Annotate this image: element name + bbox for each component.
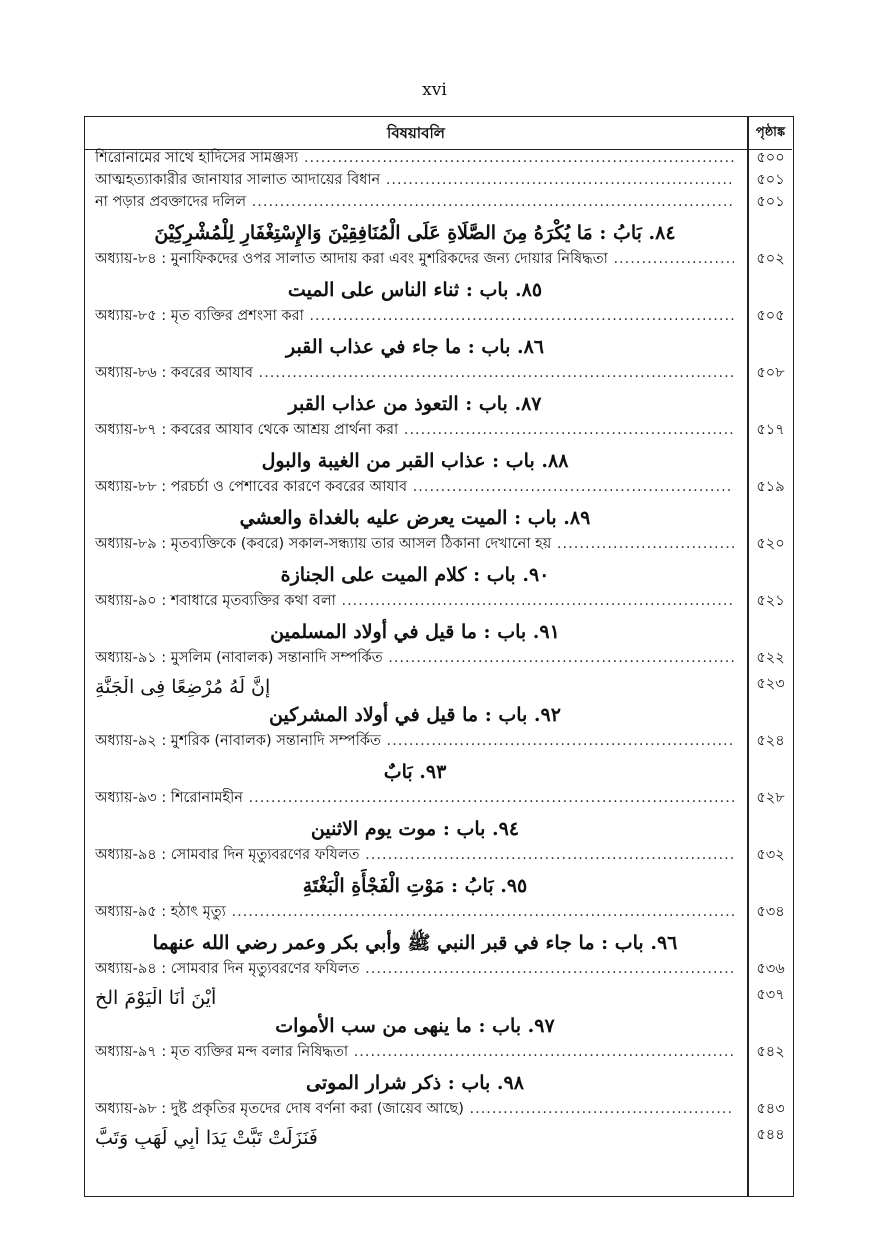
toc-entry-row xyxy=(85,790,792,812)
chapter-arabic-heading-row xyxy=(85,926,792,961)
entry-page-number: ৫২৮ xyxy=(756,790,785,806)
toc-entry-row xyxy=(85,593,792,615)
entry-title: অধ্যায়-৮৫ : মৃত ব্যক্তির প্রশংসা করা ..... xyxy=(95,305,734,329)
chapter-arabic-heading: ٩٤. باب : موت يوم الاثنين xyxy=(310,818,520,840)
chapter-arabic-heading-row xyxy=(85,444,792,479)
toc-entry-row xyxy=(85,308,792,330)
chapter-arabic-heading-row xyxy=(85,615,792,650)
chapter-arabic-heading-row xyxy=(85,755,792,790)
entry-page-number: ৫৪৪ xyxy=(756,1127,785,1143)
entry-title: অধ্যায়-৯৪ : সোমবার দিন মৃত্যুবরণের ফযিলত ..... xyxy=(95,844,734,868)
chapter-arabic-heading-row xyxy=(85,330,792,365)
chapter-arabic-heading: ٩٣. بَابٌ xyxy=(383,761,447,783)
chapter-arabic-heading-row xyxy=(85,698,792,733)
toc-entry-row xyxy=(85,650,792,672)
toc-entry-row xyxy=(85,1101,792,1123)
entry-page-number: ৫২০ xyxy=(756,536,785,552)
arabic-entry-row xyxy=(85,672,792,698)
chapter-arabic-heading-row xyxy=(85,1066,792,1101)
entry-title: অধ্যায়-৮৪ : মুনাফিকদের ওপর সালাত আদায় করা এবং মুশরিকদের জন্য দোয়ার নিষিদ্ধতা ..... xyxy=(95,248,734,272)
entry-title: অধ্যায়-৯৪ : সোমবার দিন মৃত্যুবরণের ফযিলত ..... xyxy=(95,958,734,982)
arabic-entry-row xyxy=(85,1123,792,1149)
entry-title: অধ্যায়-৯৮ : দুষ্ট প্রকৃতির মৃতদের দোষ বর্ণনা করা (জায়েব আছে) ..... xyxy=(95,1098,734,1122)
entry-title: শিরোনামের সাথে হাদিসের সামঞ্জস্য ..... xyxy=(95,147,734,171)
chapter-arabic-heading: ٨٤. بَابُ : مَا يُكْرَهُ مِنَ الصَّلَاةِ عَلَى الْمُنَافِقِيْنَ وَالإِسْتِغْفَارِ لِلْمُشْرِكِيْنَ xyxy=(154,222,676,244)
chapter-arabic-heading: ٨٧. باب : التعوذ من عذاب القبر xyxy=(288,393,542,415)
chapter-arabic-heading: ٨٦. باب : ما جاء في عذاب القبر xyxy=(285,336,545,358)
chapter-arabic-heading-row xyxy=(85,387,792,422)
chapter-arabic-heading: ٩٢. باب : ما قيل في أولاد المشركين xyxy=(269,704,561,726)
entry-title: অধ্যায়-৮৬ : কবরের আযাব ..... xyxy=(95,362,734,386)
toc-header xyxy=(85,117,792,150)
toc-entry-row xyxy=(85,479,792,501)
chapter-arabic-heading-row xyxy=(85,273,792,308)
entry-page-number: ৫৩৪ xyxy=(756,904,785,920)
entry-title: অধ্যায়-৮৭ : কবরের আযাব থেকে আশ্রয় প্রার্থনা করা ..... xyxy=(95,419,734,443)
entry-title: না পড়ার প্রবক্তাদের দলিল ..... xyxy=(95,191,734,215)
entry-title: অধ্যায়-৯৩ : শিরোনামহীন ..... xyxy=(95,787,734,811)
entry-page-number: ৫৪৩ xyxy=(756,1101,785,1117)
entry-page-number: ৫৪২ xyxy=(756,1044,785,1060)
page-number: xvi xyxy=(422,80,447,100)
arabic-entry-text: فَنَزَلَتْ تَبَّتْ يَدَا أَبِي لَهَبٍ وَتَبَّ xyxy=(95,1127,318,1149)
entry-page-number: ৫২১ xyxy=(756,593,785,609)
entry-title: অধ্যায়-৯৫ : হঠাৎ মৃত্যু ..... xyxy=(95,901,734,925)
arabic-entry-text: إِنَّ لَهُ مُرْضِعًا فِى الْجَنَّةِ xyxy=(95,676,271,698)
toc-entry-row xyxy=(85,422,792,444)
entry-title: অধ্যায়-৯২ : মুশরিক (নাবালক) সন্তানাদি সম্পর্কিত ..... xyxy=(95,730,734,754)
entry-title: অধ্যায়-৮৯ : মৃতব্যক্তিকে (কবরে) সকাল-সন্ধ্যায় তার আসল ঠিকানা দেখানো হয় ..... xyxy=(95,533,734,557)
toc-entry-row xyxy=(85,733,792,755)
toc-entry-row xyxy=(85,904,792,926)
chapter-arabic-heading: ٩٦. باب : ما جاء في قبر النبي ﷺ وأبي بكر وعمر رضي الله عنهما xyxy=(152,932,678,954)
entry-page-number: ৫২৪ xyxy=(756,733,785,749)
entry-title: অধ্যায়-৯৭ : মৃত ব্যক্তির মন্দ বলার নিষিদ্ধতা ..... xyxy=(95,1041,734,1065)
chapter-arabic-heading: ٨٨. باب : عذاب القبر من الغيبة والبول xyxy=(261,450,569,472)
chapter-arabic-heading-row xyxy=(85,869,792,904)
chapter-arabic-heading: ٩٧. باب : ما ينهى من سب الأموات xyxy=(275,1015,555,1037)
chapter-arabic-heading-row xyxy=(85,501,792,536)
entry-page-number: ৫০২ xyxy=(756,251,785,267)
chapter-arabic-heading: ٩١. باب : ما قيل في أولاد المسلمين xyxy=(270,621,560,643)
contents-heading: বিষয়াবলি xyxy=(387,124,445,142)
toc-entry-row xyxy=(85,365,792,387)
entry-page-number: ৫০৫ xyxy=(756,308,785,324)
entry-page-number: ৫১৯ xyxy=(756,479,785,495)
page-column-heading: পৃষ্ঠাঙ্ক xyxy=(755,125,786,140)
toc-entry-row xyxy=(85,251,792,273)
toc-entry-row xyxy=(85,536,792,558)
chapter-arabic-heading-row xyxy=(85,558,792,593)
entry-page-number: ৫০১ xyxy=(756,172,785,188)
entry-page-number: ৫০১ xyxy=(756,194,785,210)
table-of-contents xyxy=(84,116,794,1197)
chapter-arabic-heading-row xyxy=(85,216,792,251)
entry-title: আত্মহত্যাকারীর জানাযার সালাত আদায়ের বিধান ..... xyxy=(95,169,734,193)
toc-rows xyxy=(85,150,792,1149)
chapter-arabic-heading: ٩٨. باب : ذكر شرار الموتى xyxy=(306,1072,524,1094)
arabic-entry-text: أَيْنَ أَنَا الْيَوْمَ الخ xyxy=(95,987,217,1009)
toc-entry-row xyxy=(85,961,792,983)
arabic-entry-row xyxy=(85,983,792,1009)
entry-page-number: ৫৩৭ xyxy=(756,987,785,1003)
chapter-arabic-heading-row xyxy=(85,812,792,847)
chapter-arabic-heading: ٩٠. باب : كلام الميت على الجنازة xyxy=(280,564,550,586)
toc-entry-row xyxy=(85,1044,792,1066)
chapter-arabic-heading: ٩٥. بَابُ : مَوْتِ الْفَجْأَةِ الْبَغْتَةِ xyxy=(302,875,528,897)
chapter-arabic-heading-row xyxy=(85,1009,792,1044)
toc-entry-row xyxy=(85,847,792,869)
entry-page-number: ৫২২ xyxy=(756,650,785,666)
entry-title: অধ্যায়-৯০ : শবাধারে মৃতব্যক্তির কথা বলা ..... xyxy=(95,590,734,614)
chapter-arabic-heading: ٨٥. باب : ثناء الناس على الميت xyxy=(287,279,543,301)
entry-page-number: ৫০০ xyxy=(756,150,785,166)
chapter-arabic-heading: ٨٩. باب : الميت يعرض عليه بالغداة والعشي xyxy=(239,507,591,529)
entry-page-number: ৫২৩ xyxy=(756,676,785,692)
entry-title: অধ্যায়-৯১ : মুসলিম (নাবালক) সন্তানাদি সম্পর্কিত ..... xyxy=(95,647,734,671)
entry-page-number: ৫১৭ xyxy=(756,422,785,438)
toc-entry-row xyxy=(85,194,792,216)
entry-page-number: ৫০৮ xyxy=(756,365,785,381)
entry-page-number: ৫৩৬ xyxy=(756,961,785,977)
entry-title: অধ্যায়-৮৮ : পরচর্চা ও পেশাবের কারণে কবরের আযাব ..... xyxy=(95,476,734,500)
entry-page-number: ৫৩২ xyxy=(756,847,785,863)
